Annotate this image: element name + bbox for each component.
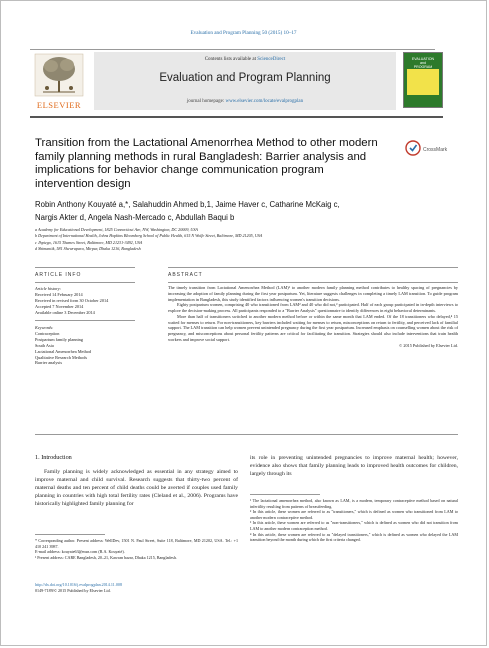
article-info-heading: ARTICLE INFO [35,272,82,278]
doi-link[interactable]: http://dx.doi.org/10.1016/j.evalprogplan.2014.11.008 [35,582,122,587]
article-info-rule-2 [35,282,135,283]
keyword-6: Barrier analysis [35,360,63,366]
footnote-3: ³ In this article, these women are referred to as "non-transitioners," which is defined as women who did not transition from LAM to another modern contraception method. [250,520,458,531]
affiliation-a: a Academy for Educational Development, 1825 Connecticut Ave, NW, Washington, DC 20009, USA [35,227,198,232]
authors-line-2: Nargis Akter d, Angela Nash-Mercado c, Abdullah Baqui b [35,212,235,222]
abstract-bottom-rule [35,434,458,435]
abstract-heading: ABSTRACT [168,272,203,278]
corresponding-author-note: * Corresponding author. Present address: WellDev, 1501 N. Paul Street, Suite 118, Baltimore, MD 21202, USA. Tel.: +1 410 241 3987. [35,538,238,549]
history-revised: Received in revised form 30 October 2014 [35,297,109,303]
present-address-note: ¹ Present address: CARE Bangladesh, 20–21, Kawran bazar, Dhaka 1215, Bangladesh. [35,554,177,560]
doi-block [35,582,238,593]
banner-bottom-rule [30,116,443,118]
keywords [35,325,135,366]
journal-cover-image [403,52,443,108]
email-note: E-mail address: kouyate63@msn.com (R.A. Kouyaté). [35,549,125,555]
sciencedirect-link[interactable]: ScienceDirect [257,57,286,62]
left-footnotes [35,538,238,560]
publisher-wordmark: ELSEVIER [36,100,82,110]
homepage-line [94,99,396,104]
author-list [35,199,435,224]
cover-title-line1: EVALUATION [411,57,435,61]
right-footnotes [250,498,458,543]
homepage-prefix: journal homepage: [186,99,226,104]
journal-name: Evaluation and Program Planning [159,72,331,84]
affiliations [35,227,435,253]
footnote-4: ⁴ In this article, these women are referred to as "delayed transitioners," which is defined as women who delayed the LAM transition beyond the month during which the first criteria changed. [250,531,458,543]
cover-title-line2: and [420,61,426,65]
abstract-paragraph-2: Eighty postpartum women, comprising 40 who transitioned from LAM² and 40 who did not,³ participated. Half of each group participated in in-depth interviews to explore the decision-making process. All participants responded to a "Barrier Analysis" questionnaire to identify differences in eight behavioral determinants. [168,302,458,313]
affiliation-d: d Shimantik, 581 Shewrapara, Mirpur, Dhaka 1216, Bangladesh [35,246,141,252]
history-online: Available online 3 December 2014 [35,309,95,315]
right-footnote-rule [250,494,320,495]
intro-left-paragraph: Family planning is widely acknowledged as essential in any strategy aimed to improve maternal and child survival. Research suggests that thirty-two percent of maternal deaths and ten percent of child deaths could be averted if couples used family planning in countries with high total fertility rates (Cleland et al., 2006). Programs have historically highlighted family planning for [35,469,238,508]
left-footnote-rule [35,534,105,535]
crossmark-icon [405,140,421,156]
authors-line-1: Robin Anthony Kouyaté a,*, Salahuddin Ahmed b,1, Jaime Haver c, Catharine McKaig c, [35,200,340,209]
footnote-1: ¹ The lactational amenorrhea method, also known as LAM, is a modern, temporary contraceptive method based on natural infertility resulting from patterns of breastfeeding. [250,498,458,509]
contents-prefix: Contents lists available at [204,57,258,62]
keywords-rule [35,320,135,321]
affiliation-b: b Department of International Health, Johns Hopkins Bloomberg School of Public Health, 615 N Wolfe Street, Baltimore, MD 21205, USA [35,233,263,239]
introduction-heading: 1. Introduction [35,454,72,461]
keyword-1: Contraception [35,330,60,336]
history-received: Received 14 February 2014 [35,291,83,297]
keywords-label: Keywords: [35,325,54,330]
abstract-body [168,285,458,348]
keyword-2: Postpartum family planning [35,336,83,342]
article-history [35,286,135,316]
crossmark-label: CrossMark [423,147,448,153]
homepage-link[interactable]: www.elsevier.com/locate/evalprogplan [225,99,304,104]
history-label: Article history: [35,286,62,291]
article-page [2,2,485,644]
contents-line [94,57,396,62]
abstract-rule-2 [168,282,458,283]
history-accepted: Accepted 7 November 2014 [35,303,84,309]
affiliation-c: c Jhpiego, 1615 Thames Street, Baltimore, MD 21231-3492, USA [35,239,143,245]
abstract-paragraph-1: The timely transition from Lactational Amenorrhea Method (LAM)¹ to another modern family planning method contributes to healthy spacing of pregnancies by increasing the adoption of family planning during the first year postpartum. Yet, literature suggests challenges in completing a timely LAM transition. To guide program implementation in Bangladesh, this study identified factors influencing women's transition decisions. [168,285,458,302]
cover-yellow-band [407,69,439,95]
issn-line: 0149-7189/© 2015 Published by Elsevier Ltd. [35,587,111,593]
intro-right-paragraph: its role in preventing unintended pregnancies to improve maternal health; however, evidence also shows that family planning leads to improved health outcomes for children, largely through its [250,455,458,478]
keyword-3: South Asia [35,342,54,348]
footnote-2: ² In this article, these women are referred to as "transitioners," which is defined as women who transitioned from LAM to another modern contraceptive method. [250,509,458,520]
journal-reference[interactable]: Evaluation and Program Planning 50 (2015) 10–17 [190,30,297,36]
abstract-copyright: © 2015 Published by Elsevier Ltd. [399,342,458,348]
keyword-5: Qualitative Research Methods [35,354,88,360]
journal-banner [94,52,396,110]
cover-title-line3: PROGRAM [413,65,433,69]
abstract-rule [168,267,458,268]
article-info-rule [35,267,135,268]
abstract-paragraph-3: More than half of transitioners switched to another modern method before or within the same month that LAM ended. Of the 18 transitioners who delayed,⁴ 15 waited for menses to return. For non-transitioners, key barriers included waiting for menses to return, misconceptions on return to fertility, and perceived lack of familial support. The LAM transition can help women prevent unintended pregnancy during the first year postpartum. Increased emphasis on counselling women about the risk of pregnancy, and misconceptions about personal fertility patterns are critical for facilitating the transition. Strategies should also include interventions that train health workers and improve social support. [168,313,458,342]
keyword-4: Lactational Amenorrhea Method [35,348,92,354]
article-title: Transition from the Lactational Amenorrhea Method to other modern family planning methods in rural Bangladesh: Barrier analysis and implications for behavior change communication program intervention design [35,137,378,191]
header-rule [30,49,435,50]
